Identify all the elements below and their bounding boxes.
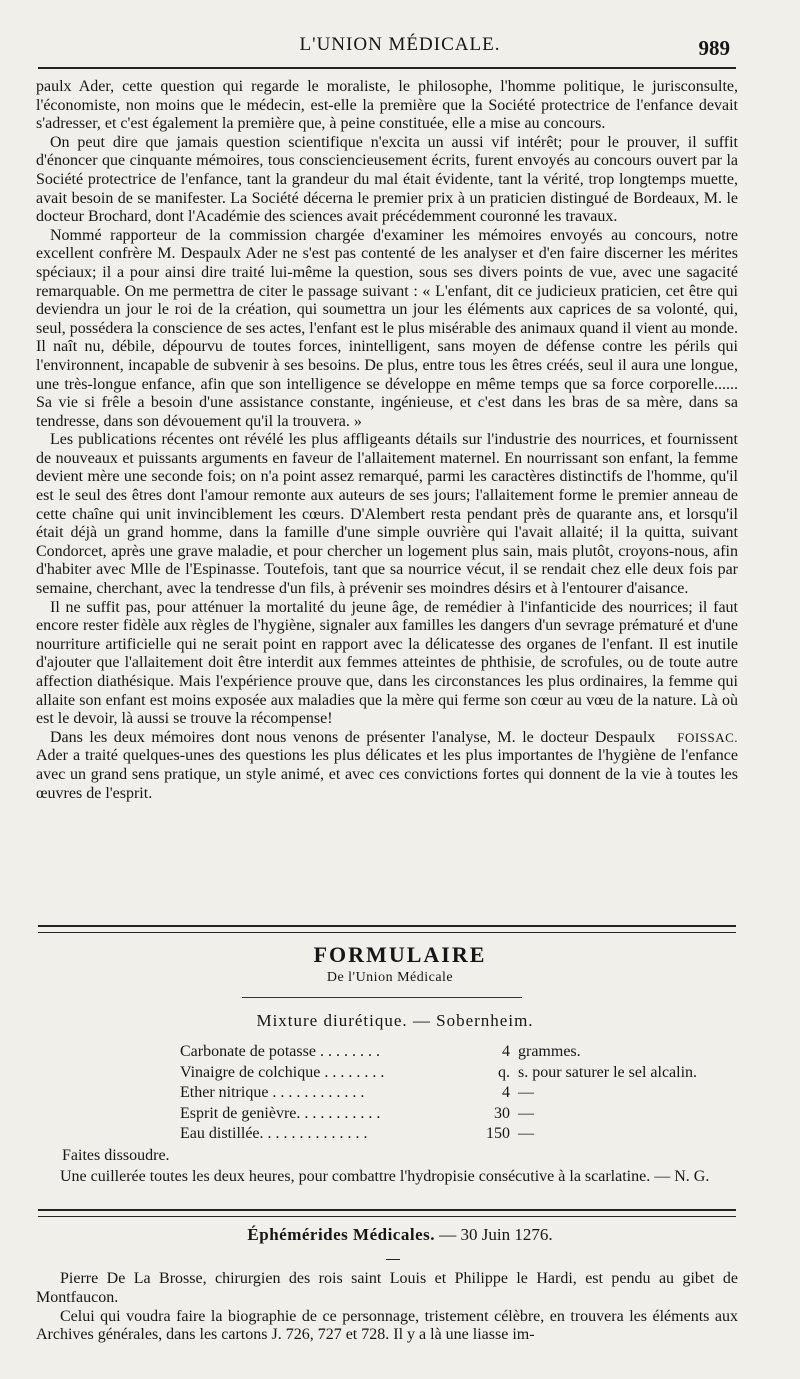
article-paragraph: Nommé rapporteur de la commission chargée d'examiner les mémoires envoyés au concours, notre excellent confrère M. Despaulx Ader ne s'est pas contenté de les analyser et d'en faire discerner les mérites spéciaux; il a pour ainsi dire traité lui-même la question, sous ses divers points de vue, avec une sagacité remarquable. On me permettra de citer le passage suivant : « L'enfant, dit ce judicieux praticien, cet être qui deviendra un jour le roi de la création, qui soumettra un jour les éléments aux caprices de sa volonté, qui, seul, possédera la conscience de ses actes, l'enfant est le plus misérable des animaux quand il vient au monde. Il naît nu, débile, dépourvu de toutes forces, inintelligent, sans moyen de défense contre les périls qui l'environnent, incapable de subvenir à ses besoins. De plus, entre tous les êtres créés, seul il aura une longue, une très-longue enfance, afin que son intelligence se développe en même temps que sa force corporelle...... Sa vie si frêle a besoin d'une assistance constante, ingénieuse, et c'est dans les bras de sa mère, dans sa tendresse, dans son dévouement qu'il la trouvera. » <box>36 226 738 430</box>
ephemerides-heading <box>0 1225 800 1245</box>
section-divider <box>38 925 736 933</box>
article-signature: FOISSAC. <box>677 729 738 745</box>
recipe-usage <box>36 1167 738 1187</box>
ephemerides-dash <box>386 1259 400 1260</box>
ingredient-quantity: 30 <box>494 1104 510 1122</box>
ephemerides-paragraph: Celui qui voudra faire la biographie de ce personnage, tristement célèbre, en trouvera les éléments aux Archives générales, dans les cartons J. 726, 727 et 728. Il y a là une liasse im- <box>36 1307 738 1344</box>
ephemerides-title: Éphémérides Médicales. <box>247 1225 435 1244</box>
running-header <box>0 34 800 64</box>
ingredient-unit: — <box>518 1084 534 1101</box>
ingredient-row <box>180 1063 740 1084</box>
article-paragraph <box>36 729 738 803</box>
ingredient-quantity: 4 <box>502 1043 510 1060</box>
ingredient-unit: grammes. <box>518 1043 581 1060</box>
ingredient-quantity: 150 <box>486 1125 510 1142</box>
subtitle-rule <box>242 997 522 998</box>
ingredient-name: Vinaigre de colchique . . . . . . . . <box>180 1063 385 1081</box>
recipe-title: Mixture diurétique. — Sobernheim. <box>256 1011 534 1030</box>
section-divider <box>38 1209 736 1217</box>
ingredient-unit: — <box>518 1125 534 1142</box>
ingredient-name: Carbonate de potasse . . . . . . . . <box>180 1043 380 1060</box>
page-number: 989 <box>698 36 730 60</box>
ingredient-row <box>180 1104 740 1125</box>
ingredient-name: Esprit de genièvre. . . . . . . . . . . <box>180 1104 381 1122</box>
formulaire-subtitle: De l'Union Médicale <box>326 970 454 985</box>
ingredient-row <box>180 1083 740 1104</box>
article-paragraph-text: Dans les deux mémoires dont nous venons de présenter l'analyse, M. le docteur Despaulx Ader a traité quelques-unes des questions les plus délicates et les plus importantes de l'hygiène de l'enfance avec un grand sens pratique, un style animé, et avec ces convictions fortes qui donnent de la vie à toutes les œuvres de l'esprit. <box>36 728 738 802</box>
ephemerides-date: — 30 Juin 1276. <box>439 1225 553 1244</box>
article-paragraph: Les publications récentes ont révélé les plus affligeants détails sur l'industrie des nourrices, et fournissent de nouveaux et puissants arguments en faveur de l'allaitement maternel. En nourrissant son enfant, la femme devient mère une seconde fois; on n'a point assez remarqué, parmi les caractères distinctifs de l'homme, qu'il est le seul des êtres dont l'amour remonte aux auteurs de ses jours; l'allaitement forme le premier anneau de cette chaîne qui unit invinciblement les cœurs. D'Alembert resta pendant près de quarante ans, et lorsqu'il était déjà un grand homme, dans la famille d'une simple ouvrière qui l'avait allaité; il la quitta, suivant Condorcet, après une grave maladie, et pour chercher un logement plus sain, mais plutôt, croyons-nous, afin d'habiter avec Mlle de l'Espinasse. Toutefois, tant que sa nourrice vécut, il se rendait chez elle deux fois par semaine, cherchant, avec la tendresse d'un fils, à prévenir ses moindres désirs et à l'entourer d'aisance. <box>36 431 738 598</box>
ingredient-row <box>180 1124 740 1145</box>
article-paragraph: paulx Ader, cette question qui regarde le moraliste, le philosophe, l'homme politique, le jurisconsulte, l'économiste, non moins que le médecin, est-elle la première que la Société protectrice de l'enfance devait s'adresser, et c'est également la première que, à peine constituée, elle a mise au concours. <box>36 78 738 133</box>
ingredient-quantity: q. <box>498 1063 510 1081</box>
ingredient-quantity: 4 <box>502 1084 510 1101</box>
usage-paragraph: Une cuillerée toutes les deux heures, pour combattre l'hydropisie consécutive à la scarlatine. — N. G. <box>60 1168 710 1185</box>
formulaire-title: FORMULAIRE <box>313 942 487 967</box>
running-title: L'UNION MÉDICALE. <box>299 34 501 55</box>
recipe-directions: Faites dissoudre. <box>62 1147 170 1164</box>
article-paragraph: Il ne suffit pas, pour atténuer la mortalité du jeune âge, de remédier à l'infanticide des nourrices; il faut encore rester fidèle aux règles de l'hygiène, signaler aux familles les dangers d'un sevrage prématuré et d'une nourriture artificielle qui ne serait point en rapport avec la délicatesse des organes de l'enfant. Il est inutile d'ajouter que l'allaitement doit être interdit aux femmes atteintes de phthisie, de scrofules, ou de toute autre affection diathésique. Mais l'expérience prouve que, dans les circonstances les plus ordinaires, la femme qui allaite son enfant est moins exposée aux maladies que la mère qui ferme son cœur au vœu de la nature. Là où est le devoir, là aussi se trouve la récompense! <box>36 598 738 728</box>
ingredient-row <box>180 1042 740 1063</box>
ingredient-unit: — <box>518 1104 534 1122</box>
ingredient-unit: s. pour saturer le sel alcalin. <box>518 1063 698 1081</box>
ingredient-list <box>180 1042 740 1145</box>
ephemerides-body <box>36 1270 738 1345</box>
ingredient-name: Eau distillée. . . . . . . . . . . . . . <box>180 1125 368 1142</box>
header-rule <box>38 67 736 69</box>
ingredient-name: Ether nitrique . . . . . . . . . . . . <box>180 1084 365 1101</box>
article-paragraph: On peut dire que jamais question scientifique n'excita un aussi vif intérêt; pour le prouver, il suffit d'énoncer que cinquante mémoires, tous consciencieusement écrits, furent envoyés au concours ouvert par la Société protectrice de l'enfance, tant la grandeur du mal était évidente, tant la vérité, trop longtemps muette, avait besoin de se manifester. La Société décerna le premier prix à un praticien distingué de Bordeaux, M. le docteur Brochard, dont l'Académie des sciences avait précédemment couronné les travaux. <box>36 133 738 226</box>
ephemerides-paragraph: Pierre De La Brosse, chirurgien des rois saint Louis et Philippe le Hardi, est pendu au gibet de Montfaucon. <box>36 1270 738 1306</box>
article-body <box>36 78 738 803</box>
